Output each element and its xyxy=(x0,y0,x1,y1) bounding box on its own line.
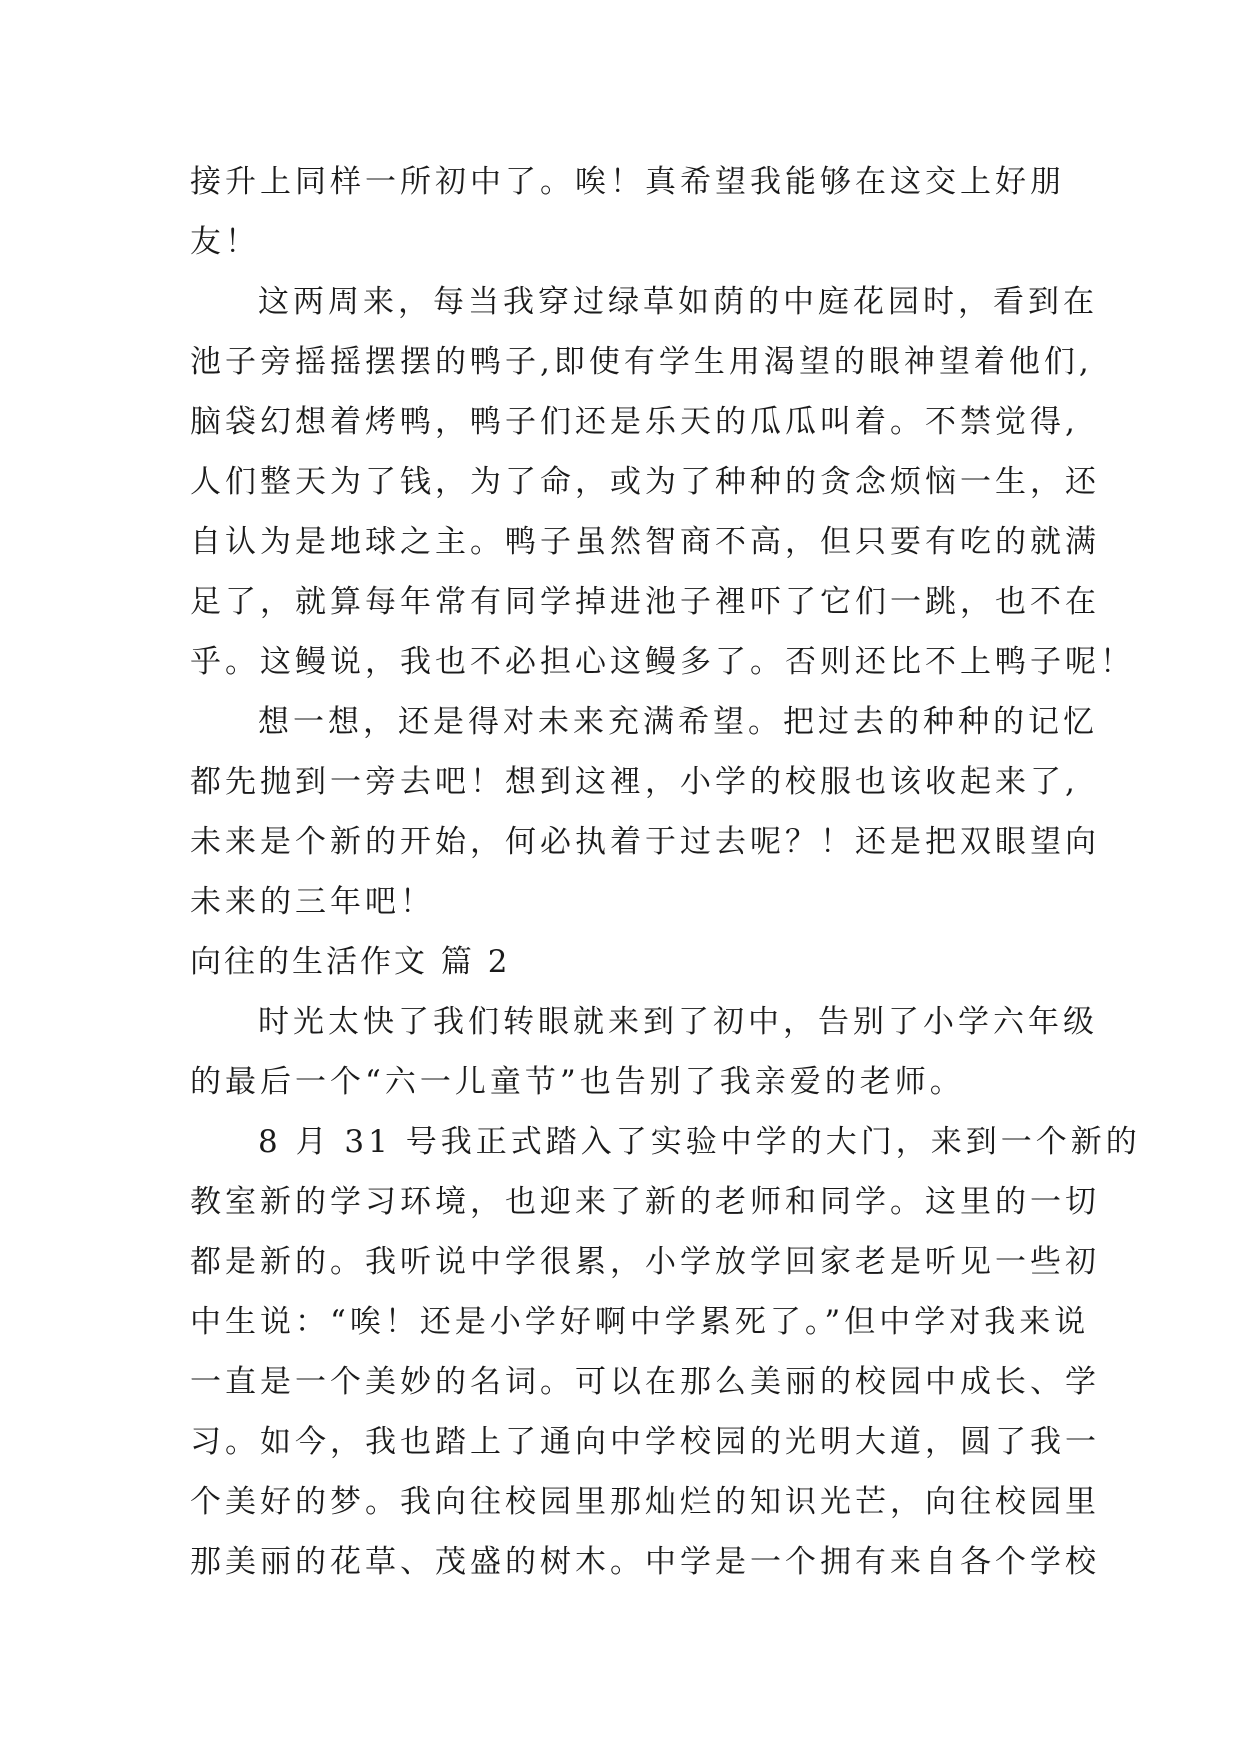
paragraph-line: 那美丽的花草、茂盛的树木。中学是一个拥有来自各个学校 xyxy=(190,1544,1100,1580)
paragraph-line: 池子旁摇摇摆摆的鸭子,即使有学生用渴望的眼神望着他们, xyxy=(190,344,1093,380)
paragraph-line: 的最后一个“六一儿童节”也告别了我亲爱的老师。 xyxy=(190,1064,965,1100)
section-heading: 向往的生活作文 篇 2 xyxy=(190,944,511,980)
paragraph-line: 想一想，还是得对未来充满希望。把过去的种种的记忆 xyxy=(258,704,1098,740)
paragraph-future xyxy=(190,692,1100,932)
paragraph-line: 这两周来，每当我穿过绿草如荫的中庭花园时，看到在 xyxy=(258,284,1098,320)
paragraph-line: 教室新的学习环境，也迎来了新的老师和同学。这里的一切 xyxy=(190,1184,1100,1220)
paragraph-line: 友！ xyxy=(190,224,260,260)
paragraph-line: 都先抛到一旁去吧！想到这裡，小学的校服也该收起来了, xyxy=(190,764,1079,800)
paragraph-line: 未来的三年吧！ xyxy=(190,884,435,920)
essay-body xyxy=(190,152,1141,1592)
paragraph-line: 接升上同样一所初中了。唉！真希望我能够在这交上好朋 xyxy=(190,164,1065,200)
paragraph-line: 时光太快了我们转眼就来到了初中，告别了小学六年级 xyxy=(258,1004,1098,1040)
paragraph-line: 个美好的梦。我向往校园里那灿烂的知识光芒，向往校园里 xyxy=(190,1484,1100,1520)
paragraph-line: 足了，就算每年常有同学掉进池子裡吓了它们一跳，也不在 xyxy=(190,584,1100,620)
paragraph-line: 都是新的。我听说中学很累，小学放学回家老是听见一些初 xyxy=(190,1244,1100,1280)
paragraph-line: 人们整天为了钱，为了命，或为了种种的贪念烦恼一生，还 xyxy=(190,464,1100,500)
paragraph-middle-school xyxy=(190,1112,1141,1592)
paragraph-line: 一直是一个美妙的名词。可以在那么美丽的校园中成长、学 xyxy=(190,1364,1100,1400)
paragraph-line: 自认为是地球之主。鸭子虽然智商不高，但只要有吃的就满 xyxy=(190,524,1100,560)
paragraph-ducks xyxy=(190,272,1135,692)
paragraph-line: 8 月 31 号我正式踏入了实验中学的大门，来到一个新的 xyxy=(258,1124,1141,1160)
paragraph-line: 乎。这鳗说，我也不必担心这鳗多了。否则还比不上鸭子呢！ xyxy=(190,644,1135,680)
paragraph-line: 习。如今，我也踏上了通向中学校园的光明大道，圆了我一 xyxy=(190,1424,1100,1460)
paragraph-line: 未来是个新的开始，何必执着于过去呢？！还是把双眼望向 xyxy=(190,824,1100,860)
intro-paragraph xyxy=(190,152,1065,272)
paragraph-line: 脑袋幻想着烤鸭，鸭子们还是乐天的瓜瓜叫着。不禁觉得, xyxy=(190,404,1079,440)
paragraph-time-flies xyxy=(190,992,1098,1112)
paragraph-line: 中生说：“唉！还是小学好啊中学累死了。”但中学对我来说 xyxy=(190,1304,1090,1340)
